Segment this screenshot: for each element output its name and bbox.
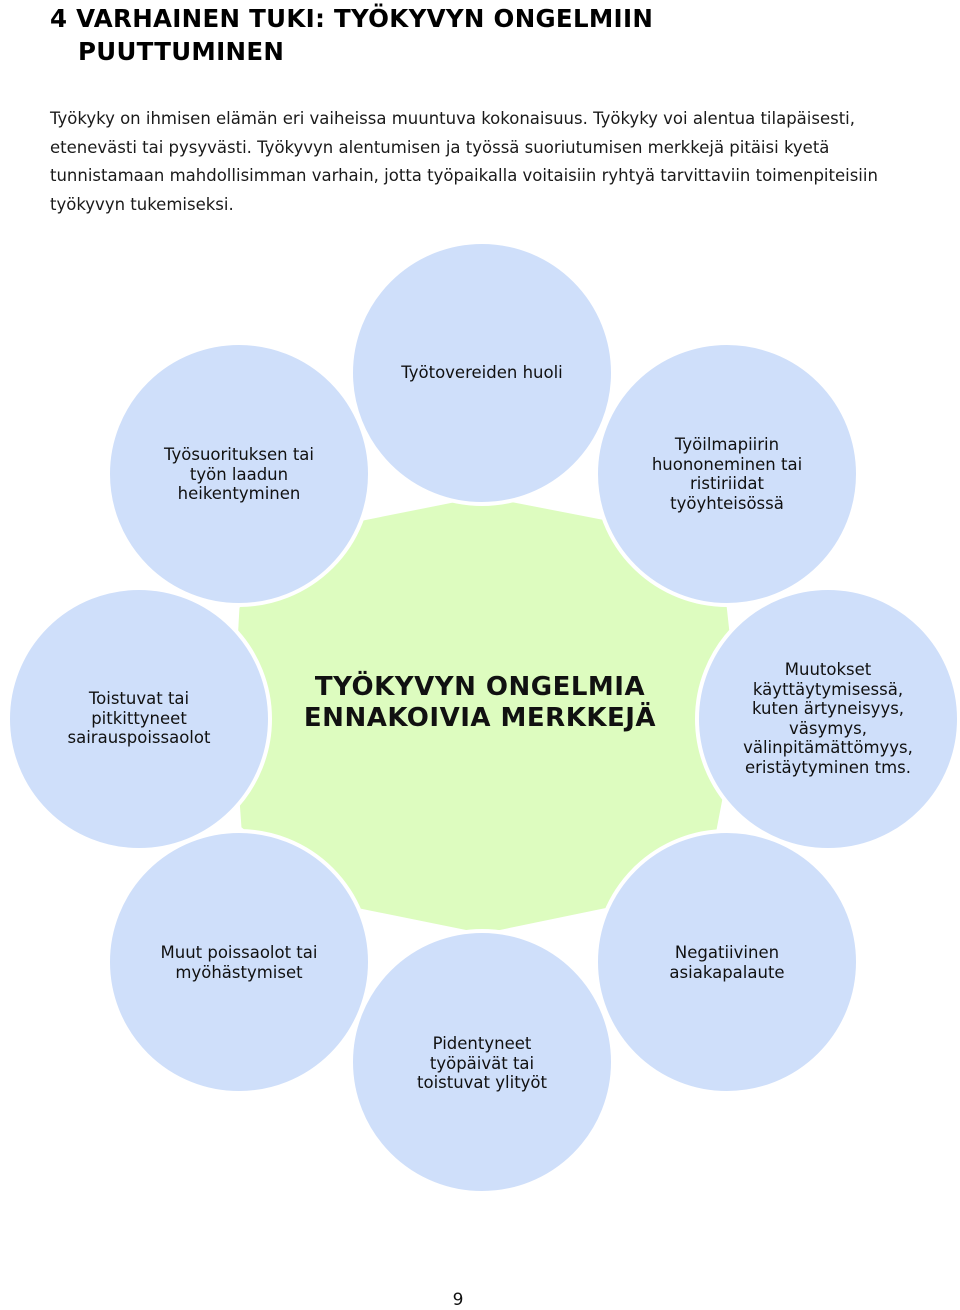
- sign-behaviour-changes: Muutokset käyttäytymisessä, kuten ärtyneisyys, väsymys, välinpitämättömyys, eristäytyminen tms.: [743, 660, 913, 777]
- page-title-line-2: PUUTTUMINEN: [78, 37, 285, 66]
- sign-long-workdays: Pidentyneet työpäivät tai toistuvat ylityöt: [417, 1034, 547, 1092]
- sign-other-absences: Muut poissaolot tai myöhästymiset: [160, 943, 318, 982]
- sign-sick-leaves: Toistuvat tai pitkittyneet sairauspoissaolot: [67, 689, 211, 747]
- diagram-center-title: TYÖKYVYN ONGELMIA ENNAKOIVIA MERKKEJÄ: [303, 672, 657, 733]
- intro-paragraph: Työkyky on ihmisen elämän eri vaiheissa muuntuva kokonaisuus. Työkyky voi alentua tilapäisesti, etenevästi tai pysyvästi. Työkyvyn alentumisen ja työssä suoriutumisen merkkejä pitäisi kyetä tunnistamaan mahdollisimman varhain, jotta työpaikalla voitaisiin ryhtyä tarvittaviin toimenpiteisiin työkyvyn tukemiseksi.: [50, 109, 878, 214]
- page-title-line-1: 4 VARHAINEN TUKI: TYÖKYVYN ONGELMIIN: [50, 4, 654, 33]
- sign-work-performance: Työsuorituksen tai työn laadun heikentyminen: [164, 445, 314, 503]
- sign-negative-feedback: Negatiivinen asiakapalaute: [669, 943, 785, 982]
- sign-coworker-concern: Työtovereiden huoli: [401, 363, 563, 382]
- page-number: 9: [452, 1290, 464, 1310]
- sign-work-atmosphere: Työilmapiirin huononeminen tai ristiriidat työyhteisössä: [651, 435, 803, 513]
